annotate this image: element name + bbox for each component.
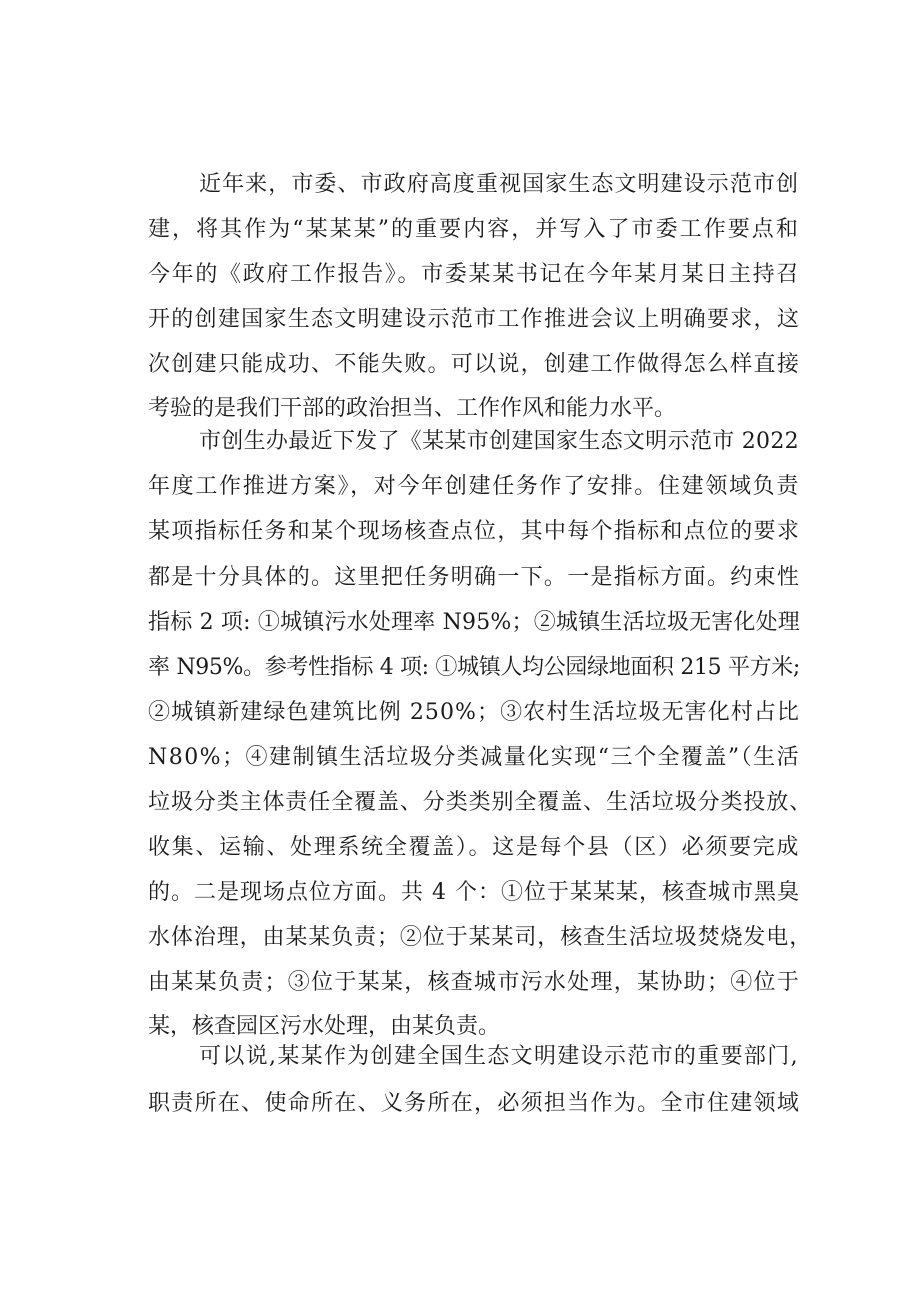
text-line: 考验的是我们干部的政治担当、工作作风和能力水平。 <box>148 396 677 421</box>
text-line: 年度工作推进方案》，对今年创建任务作了安排。住建领域负责 <box>148 474 801 499</box>
text-line: 今年的《政府工作报告》。市委某某书记在今年某月某日主持召 <box>148 262 801 287</box>
text-line: 开的创建国家生态文明建设示范市工作推进会议上明确要求，这 <box>148 307 801 332</box>
text-line: 由某某负责；③位于某某，核查城市污水处理，某协助；④位于 <box>148 970 801 995</box>
text-line: 市创生办最近下发了《某某市创建国家生态文明示范市 2022 <box>199 429 799 454</box>
text-line: 某项指标任务和某个现场核查点位，其中每个指标和点位的要求 <box>148 519 801 544</box>
text-line: 都是十分具体的。这里把任务明确一下。一是指标方面。约束性 <box>148 565 801 590</box>
text-line: 的。二是现场点位方面。共 4 个：①位于某某某，核查城市黑臭 <box>148 880 800 905</box>
text-line: N80%；④建制镇生活垃圾分类减量化实现“三个全覆盖”（生活 <box>148 745 801 770</box>
text-line: 近年来，市委、市政府高度重视国家生态文明建设示范市创 <box>199 172 800 197</box>
text-line: 率 N95%。参考性指标 4 项: ①城镇人均公园绿地面积 215 平方米; <box>148 655 801 680</box>
text-line: ②城镇新建绿色建筑比例 250%；③农村生活垃圾无害化村占比 <box>148 700 800 725</box>
text-line: 垃圾分类主体责任全覆盖、分类类别全覆盖、生活垃圾分类投放、 <box>148 790 813 815</box>
text-line: 某，核查园区污水处理，由某负责。 <box>148 1014 501 1039</box>
text-line: 指标 2 项: ①城镇污水处理率 N95%；②城镇生活垃圾无害化处理 <box>148 610 800 635</box>
text-line: 建，将其作为“某某某”的重要内容，并写入了市委工作要点和 <box>148 217 800 242</box>
text-line: 水体治理，由某某负责；②位于某某司，核查生活垃圾焚烧发电， <box>148 925 813 950</box>
text-line: 次创建只能成功、不能失败。可以说，创建工作做得怎么样直接 <box>148 352 801 377</box>
text-line: 收集、运输、处理系统全覆盖）。这是每个县（区）必须要完成 <box>148 835 801 860</box>
text-line: 可以说,某某作为创建全国生态文明建设示范市的重要部门, <box>199 1044 799 1069</box>
text-line: 职责所在、使命所在、义务所在，必须担当作为。全市住建领域 <box>148 1091 801 1116</box>
